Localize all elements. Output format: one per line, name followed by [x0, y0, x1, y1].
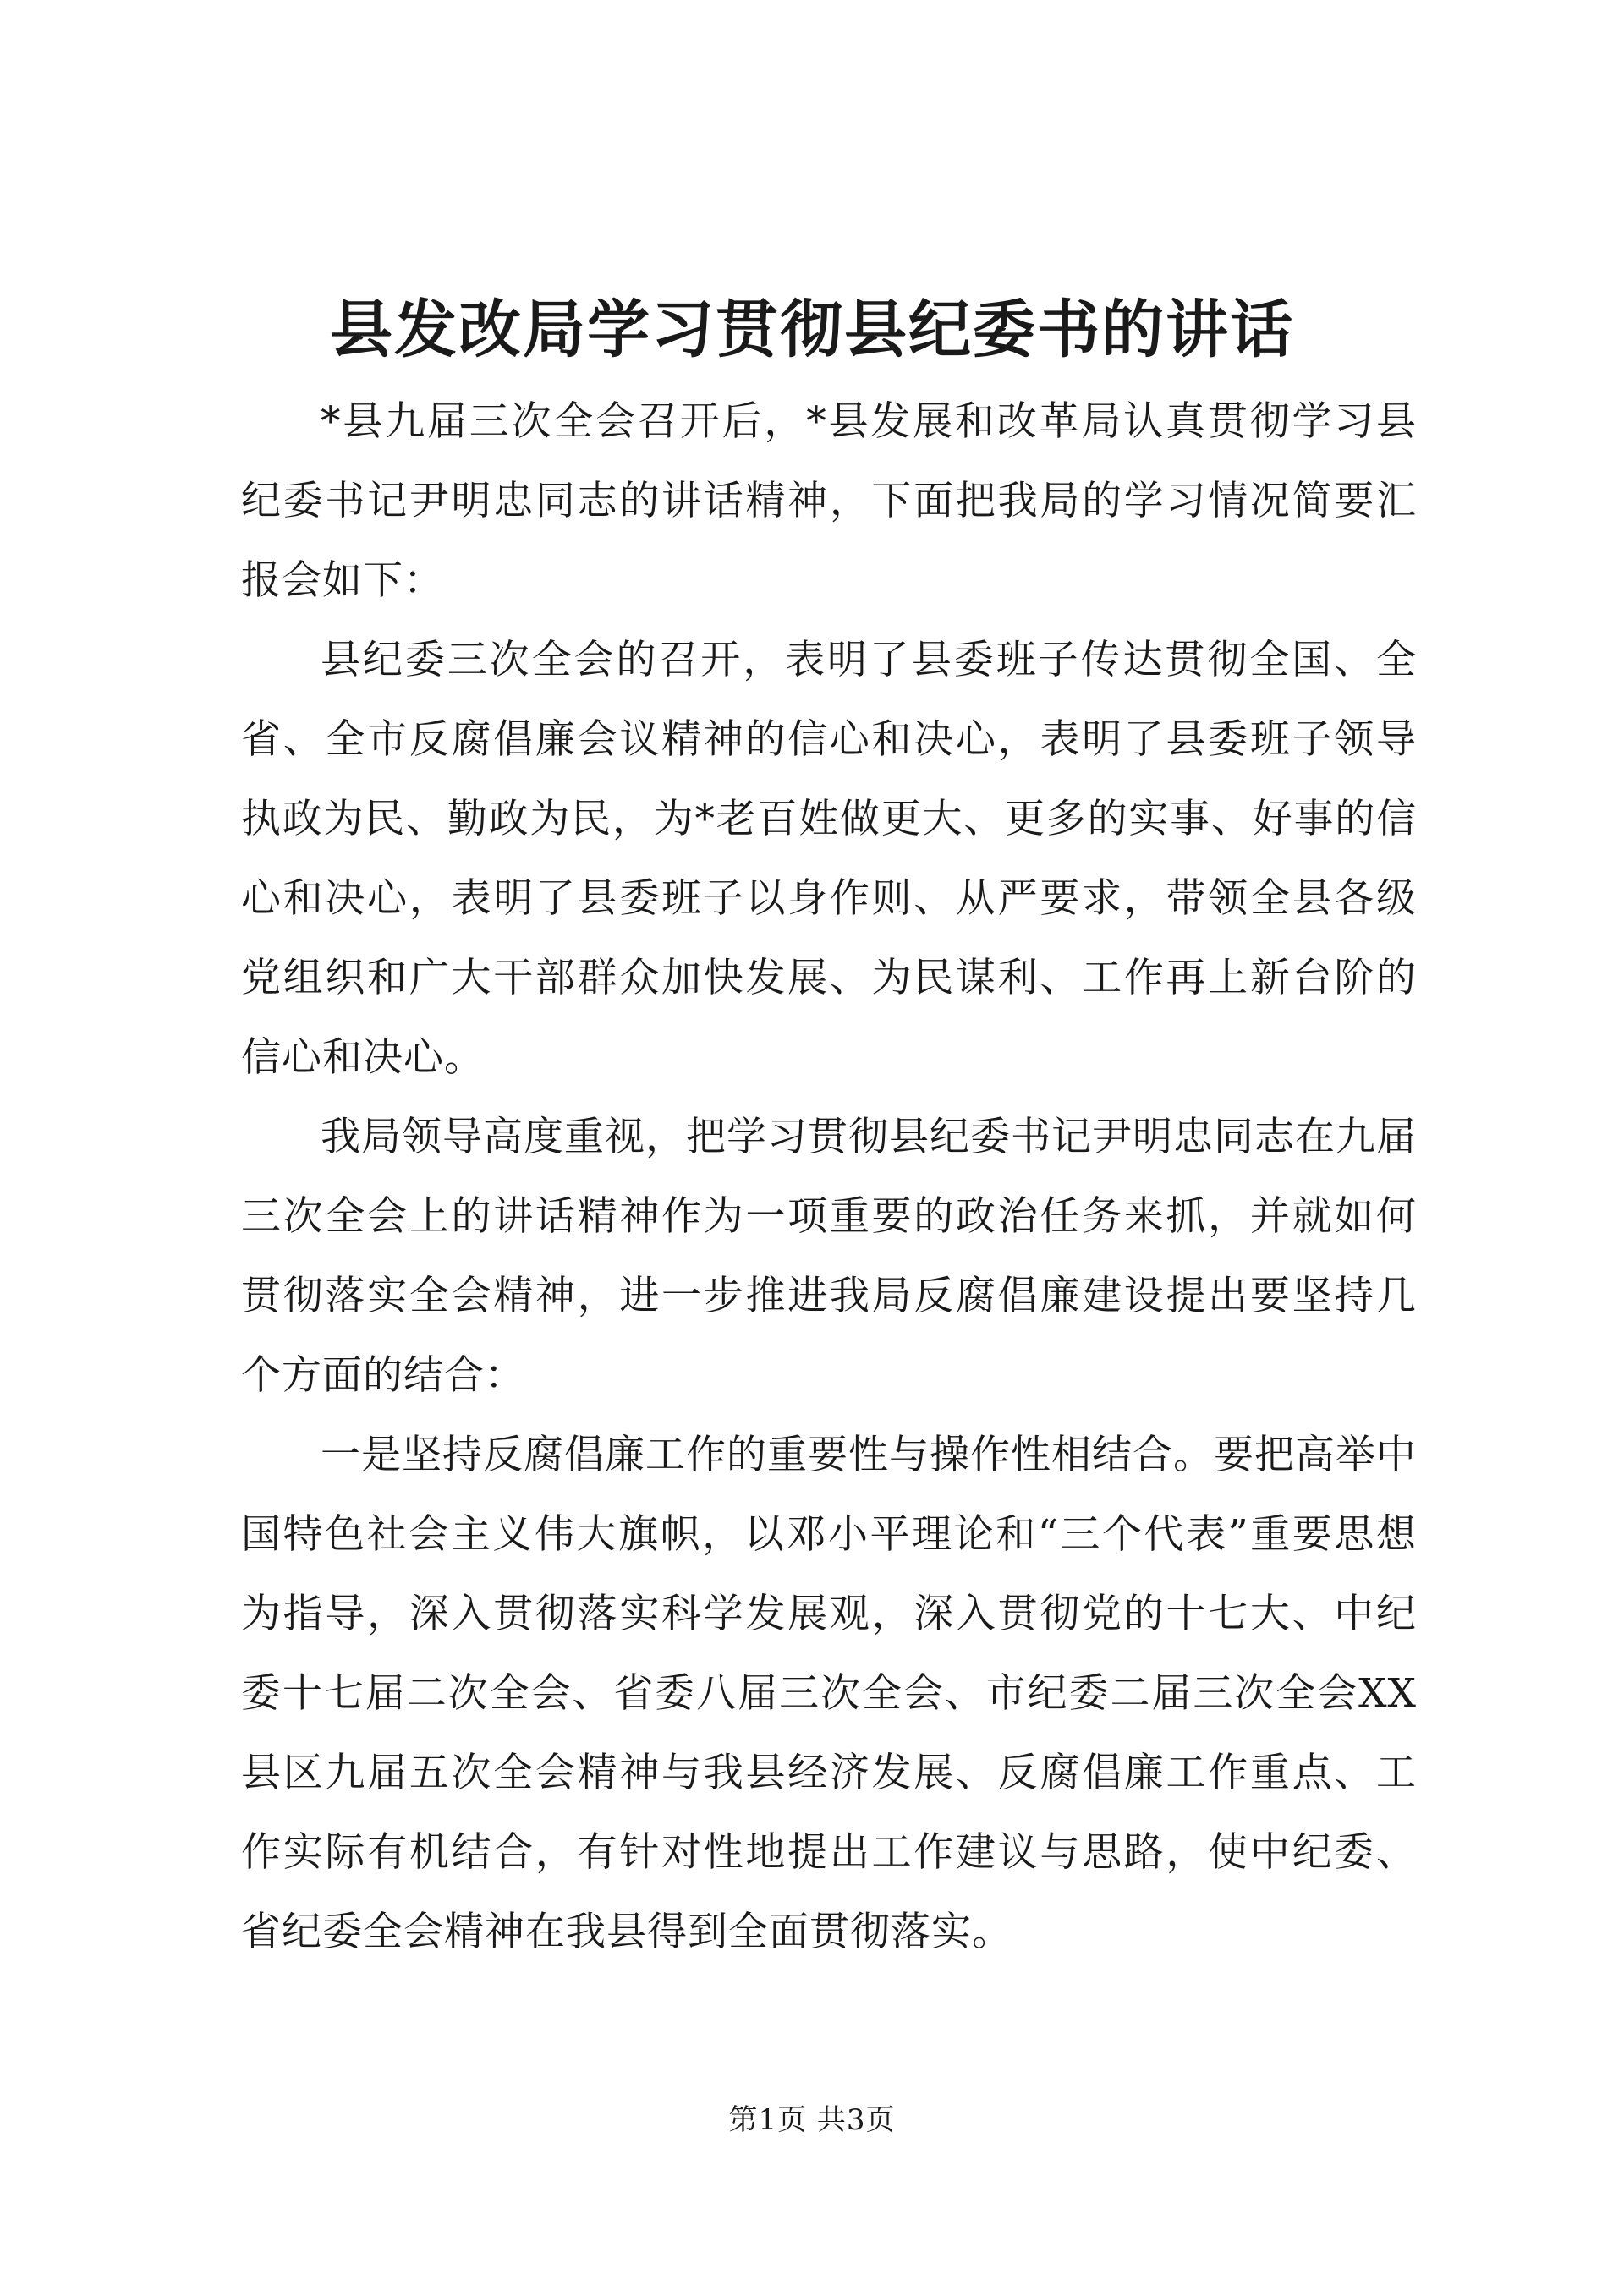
document-title: 县发改局学习贯彻县纪委书的讲话	[330, 293, 1294, 366]
paragraph-3: 我局领导高度重视，把学习贯彻县纪委书记尹明忠同志在九届三次全会上的讲话精神作为一项重要的政治任务来抓，并就如何贯彻落实全会精神，进一步推进我局反腐倡廉建设提出要坚持几个方面的结合：	[241, 1114, 1417, 1399]
paragraph-1: *县九届三次全会召开后，*县发展和改革局认真贯彻学习县纪委书记尹明忠同志的讲话精神，下面把我局的学习情况简要汇报会如下：	[241, 398, 1417, 604]
paragraph-4: 一是坚持反腐倡廉工作的重要性与操作性相结合。要把高举中国特色社会主义伟大旗帜，以邓小平理论和“三个代表”重要思想为指导，深入贯彻落实科学发展观，深入贯彻党的十七大、中纪委十七届二次全会、省委八届三次全会、市纪委二届三次全会XX县区九届五次全会精神与我县经济发展、反腐倡廉工作重点、工作实际有机结合，有针对性地提出工作建议与思路，使中纪委、省纪委全会精神在我县得到全面贯彻落实。	[241, 1432, 1417, 1955]
page-number-footer: 第1页 共3页	[728, 2103, 896, 2137]
paragraph-2: 县纪委三次全会的召开，表明了县委班子传达贯彻全国、全省、全市反腐倡廉会议精神的信心和决心，表明了县委班子领导执政为民、勤政为民，为*老百姓做更大、更多的实事、好事的信心和决心，表明了县委班子以身作则、从严要求，带领全县各级党组织和广大干部群众加快发展、为民谋利、工作再上新台阶的信心和决心。	[241, 637, 1417, 1081]
document-body	[241, 382, 1417, 1972]
